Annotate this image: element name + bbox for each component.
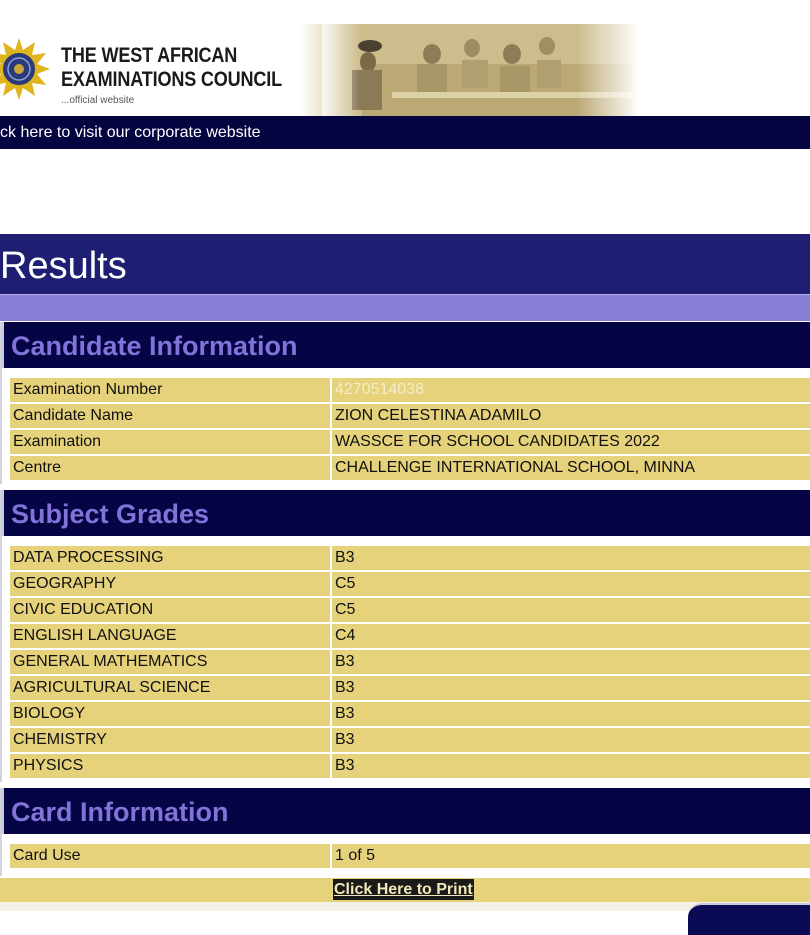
subject-name: GEOGRAPHY	[13, 575, 117, 592]
grade-row	[10, 676, 810, 700]
grade-row	[10, 598, 810, 622]
subject-cell	[10, 728, 330, 752]
grade-cell	[332, 624, 810, 648]
org-name	[61, 44, 282, 92]
info-label-cell	[10, 430, 330, 454]
info-value-cell	[332, 404, 810, 428]
info-label: Examination	[13, 433, 102, 450]
org-name-line2: EXAMINATIONS COUNCIL	[61, 68, 282, 91]
subject-name: DATA PROCESSING	[13, 549, 164, 566]
info-row	[10, 430, 810, 454]
card-use-label: Card Use	[13, 847, 81, 864]
bottom-strip	[0, 902, 810, 911]
info-label-cell	[10, 456, 330, 480]
subject-cell	[10, 572, 330, 596]
grade-row	[10, 702, 810, 726]
org-tagline: ...official website	[61, 95, 135, 106]
banner-photo	[322, 24, 640, 116]
print-link[interactable]: Click Here to Print	[334, 881, 473, 898]
card-use-value: 1 of 5	[335, 847, 376, 864]
subject-grades-section	[0, 490, 810, 782]
candidate-info-title: Candidate Information	[11, 331, 298, 361]
candidate-name-value: ZION CELESTINA ADAMILO	[335, 407, 542, 424]
subject-grade: B3	[335, 653, 355, 670]
grade-cell	[332, 728, 810, 752]
subject-cell	[10, 676, 330, 700]
subject-grade: B3	[335, 679, 355, 696]
subject-cell	[10, 624, 330, 648]
info-row	[10, 456, 810, 480]
title-underbar	[0, 294, 810, 321]
subject-cell	[10, 702, 330, 726]
page-title: Results	[0, 245, 127, 287]
grade-row	[10, 546, 810, 570]
subject-grade: B3	[335, 549, 355, 566]
grade-row	[10, 754, 810, 778]
grade-cell	[332, 546, 810, 570]
card-info-section	[0, 788, 810, 876]
subject-grade: C5	[335, 601, 356, 618]
subject-name: BIOLOGY	[13, 705, 86, 722]
centre-value: CHALLENGE INTERNATIONAL SCHOOL, MINNA	[335, 459, 696, 476]
info-label-cell	[10, 404, 330, 428]
subject-grade: B3	[335, 705, 355, 722]
subject-grades-title: Subject Grades	[11, 499, 210, 529]
grade-cell	[332, 572, 810, 596]
candidate-info-section	[0, 322, 810, 484]
subject-name: AGRICULTURAL SCIENCE	[13, 679, 211, 696]
top-nav-bar	[0, 116, 810, 149]
corner-button[interactable]	[688, 903, 810, 935]
subject-cell	[10, 754, 330, 778]
info-row	[10, 378, 810, 402]
subject-grade: B3	[335, 731, 355, 748]
info-value-cell	[332, 456, 810, 480]
grade-cell	[332, 702, 810, 726]
grade-row	[10, 728, 810, 752]
card-row	[10, 844, 810, 868]
subject-name: PHYSICS	[13, 757, 84, 774]
subject-name: GENERAL MATHEMATICS	[13, 653, 208, 670]
info-label: Centre	[13, 459, 62, 476]
subject-grades-header	[2, 490, 810, 536]
subject-grade: B3	[335, 757, 355, 774]
info-row	[10, 404, 810, 428]
subject-name: CIVIC EDUCATION	[13, 601, 154, 618]
subject-grade: C5	[335, 575, 356, 592]
exam-number-value: 4270514038	[335, 381, 424, 398]
info-value-cell	[332, 378, 810, 402]
info-label: Candidate Name	[13, 407, 134, 424]
subject-grade: C4	[335, 627, 356, 644]
subject-name: CHEMISTRY	[13, 731, 107, 748]
waec-seal-logo	[0, 38, 50, 100]
grade-cell	[332, 598, 810, 622]
grade-row	[10, 650, 810, 674]
subject-cell	[10, 546, 330, 570]
grade-cell	[332, 754, 810, 778]
grade-row	[10, 624, 810, 648]
card-value-cell	[332, 844, 810, 868]
corporate-website-link[interactable]: ck here to visit our corporate website	[0, 124, 261, 141]
grade-row	[10, 572, 810, 596]
grade-cell	[332, 676, 810, 700]
grade-cell	[332, 650, 810, 674]
subject-cell	[10, 598, 330, 622]
card-info-title: Card Information	[11, 797, 229, 827]
subject-name: ENGLISH LANGUAGE	[13, 627, 177, 644]
card-info-header	[2, 788, 810, 834]
card-label-cell	[10, 844, 330, 868]
header-banner	[0, 24, 640, 116]
info-label-cell	[10, 378, 330, 402]
subject-cell	[10, 650, 330, 674]
candidate-info-header	[2, 322, 810, 368]
info-value-cell	[332, 430, 810, 454]
examination-value: WASSCE FOR SCHOOL CANDIDATES 2022	[335, 433, 660, 450]
org-name-line1: THE WEST AFRICAN	[61, 44, 238, 67]
info-label: Examination Number	[13, 381, 163, 398]
